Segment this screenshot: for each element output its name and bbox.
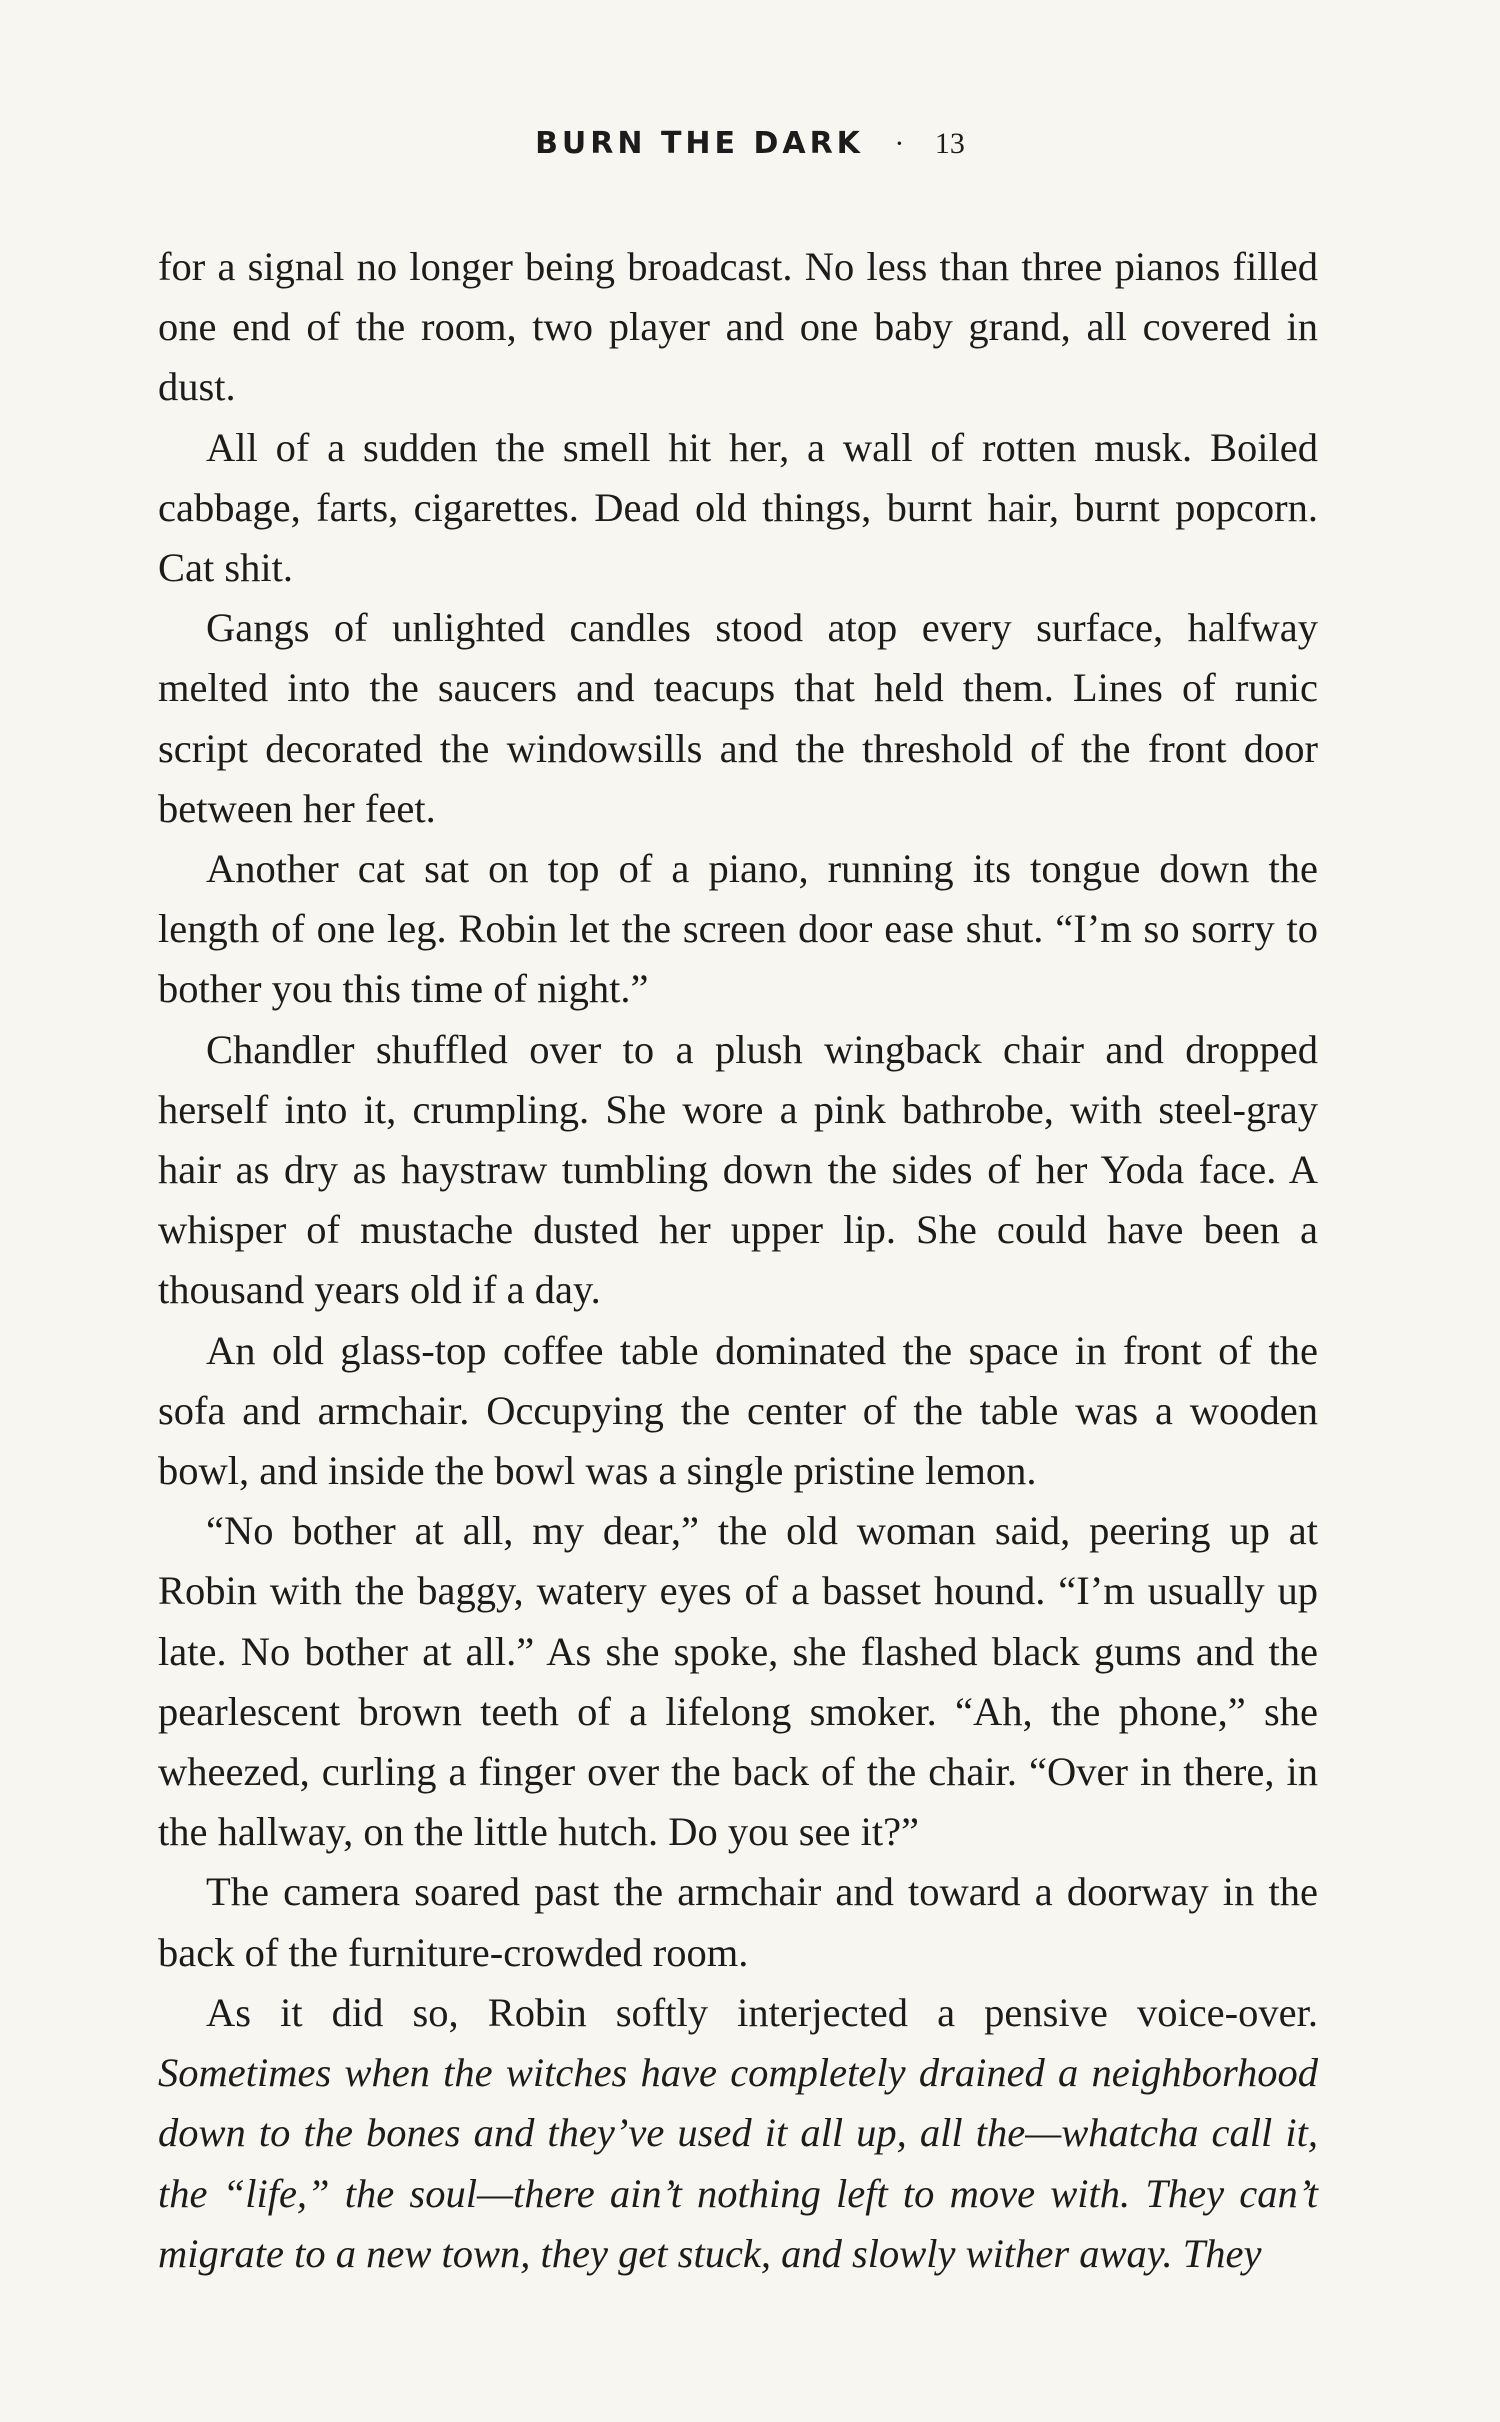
paragraph: All of a sudden the smell hit her, a wall of rotten musk. Boiled cabbage, farts, cigarettes. Dead old things, burnt hair, burnt popcorn. Cat shit. bbox=[158, 424, 1318, 591]
paragraph: for a signal no longer being broadcast. No less than three pianos filled one end of the room, two player and one baby grand, all covered in dust. bbox=[158, 244, 1318, 410]
paragraph: An old glass-top coffee table dominated the space in front of the sofa and armchair. Occupying the center of the table was a wooden bowl, and inside the bowl was a single pristine lemon. bbox=[158, 1327, 1318, 1494]
paragraph: Another cat sat on top of a piano, running its tongue down the length of one leg. Robin let the screen door ease shut. “I’m so sorry to bother you this time of night.” bbox=[158, 846, 1318, 1012]
header-separator: · bbox=[894, 127, 905, 161]
book-title: BURN THE DARK bbox=[535, 126, 864, 162]
paragraph: Gangs of unlighted candles stood atop every surface, halfway melted into the saucers and teacups that held them. Lines of runic script decorated the windowsills and the threshold of the front door between her feet. bbox=[158, 605, 1318, 831]
paragraph: Chandler shuffled over to a plush wingback chair and dropped herself into it, crumpling. She wore a pink bathrobe, with steel-gray hair as dry as haystraw tumbling down the sides of her Yoda face. A whisper of mustache dusted her upper lip. She could have been a thousand years old if a day. bbox=[158, 1026, 1318, 1313]
paragraph-text: As it did so, Robin softly interjected a pensive voice-over. bbox=[206, 1989, 1318, 2035]
italic-voice-over: Sometimes when the witches have completely drained a neighborhood down to the bones and they’ve used it all up, all the—whatcha call it, the “life,” the soul—there ain’t nothing left to move with. They can’t migrate to a new town, they get stuck, and slowly wither away. They bbox=[158, 2050, 1318, 2276]
running-header bbox=[0, 122, 1500, 164]
body-text bbox=[158, 237, 1318, 2284]
paragraph: “No bother at all, my dear,” the old woman said, peering up at Robin with the baggy, watery eyes of a basset hound. “I’m usually up late. No bother at all.” As she spoke, she flashed black gums and the pearlescent brown teeth of a lifelong smoker. “Ah, the phone,” she wheezed, curling a finger over the back of the chair. “Over in there, in the hallway, on the little hutch. Do you see it?” bbox=[158, 1508, 1318, 1855]
page-number: 13 bbox=[934, 127, 965, 161]
paragraph bbox=[158, 1983, 1318, 2284]
paragraph: The camera soared past the armchair and toward a doorway in the back of the furniture-crowded room. bbox=[158, 1869, 1318, 1975]
